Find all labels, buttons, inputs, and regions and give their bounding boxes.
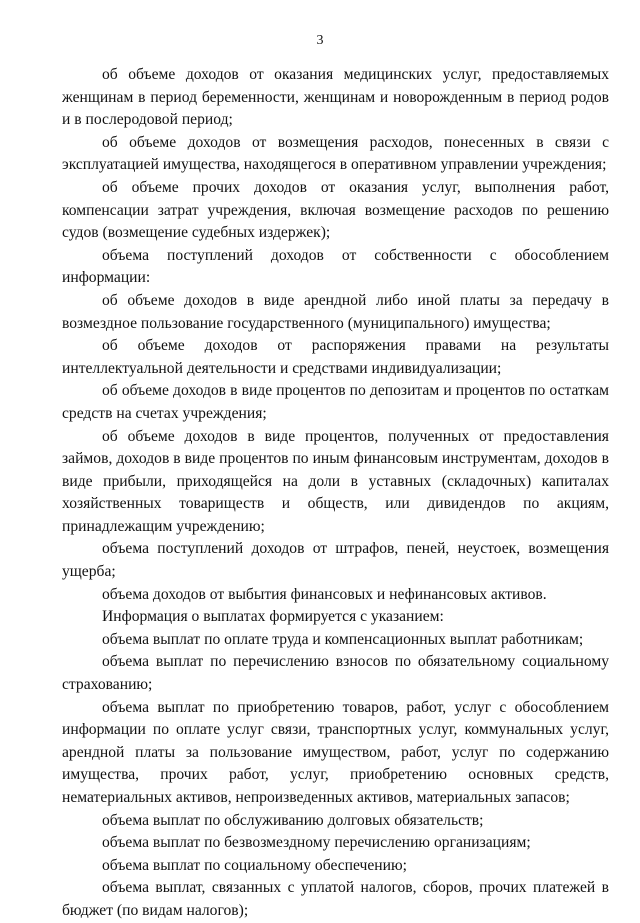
page-number: 3: [316, 33, 324, 48]
document-body: [62, 64, 609, 923]
paragraph-18: объема выплат, связанных с уплатой налогов, сборов, прочих платежей в бюджет (по видам налогов);: [62, 879, 609, 919]
paragraph-13: объема выплат по перечислению взносов по обязательному социальному страхованию;: [62, 653, 609, 694]
paragraph-17: объема выплат по социальному обеспечению;: [102, 856, 407, 874]
paragraph-2: об объеме доходов от возмещения расходов, понесенных в связи с эксплуатацией имущества, находящегося в оперативном управлении учреждения;: [62, 133, 609, 174]
paragraph-1: об объеме доходов от оказания медицинских услуг, предоставляемых женщинам в период беременности, женщинам и новорожденным в период родов и в послеродовой период;: [62, 66, 609, 129]
paragraph-12: объема выплат по оплате труда и компенсационных выплат работникам;: [102, 630, 584, 648]
paragraph-15: объема выплат по обслуживанию долговых обязательств;: [102, 811, 484, 829]
paragraph-11: Информация о выплатах формируется с указанием:: [102, 608, 444, 626]
paragraph-3: об объеме прочих доходов от оказания услуг, выполнения работ, компенсации затрат учреждения, включая возмещение расходов по решению судов (возмещение судебных издержек);: [62, 178, 609, 242]
paragraph-16: объема выплат по безвозмездному перечислению организациям;: [102, 834, 531, 852]
paragraph-5: об объеме доходов в виде арендной либо иной платы за передачу в возмездное пользование государственного (муниципального) имущества;: [62, 291, 609, 332]
paragraph-7: об объеме доходов в виде процентов по депозитам и процентов по остаткам средств на счетах учреждения;: [62, 382, 609, 422]
paragraph-8: об объеме доходов в виде процентов, полученных от предоставления займов, доходов в виде процентов по иным финансовым инструментам, доходов в виде прибыли, приходящейся на доли в уставных (складочных) капиталах хозяйственных товариществ и обществ, или дивидендов по акциям, принадлежащим учреждению;: [62, 427, 609, 535]
paragraph-4: объема поступлений доходов от собственности с обособлением информации:: [62, 246, 609, 287]
paragraph-10: объема доходов от выбытия финансовых и нефинансовых активов.: [102, 585, 547, 603]
paragraph-6: об объеме доходов от распоряжения правами на результаты интеллектуальной деятельности и средствами индивидуализации;: [62, 337, 609, 377]
paragraph-14: объема выплат по приобретению товаров, работ, услуг с обособлением информации по оплате услуг связи, транспортных услуг, коммунальных услуг, арендной платы за пользование имуществом, работ, услуг по содержанию имущества, прочих работ, услуг, приобретению основных средств, нематериальных активов, непроизведенных активов, материальных запасов;: [62, 698, 609, 806]
paragraph-9: объема поступлений доходов от штрафов, пеней, неустоек, возмещения ущерба;: [62, 540, 609, 581]
